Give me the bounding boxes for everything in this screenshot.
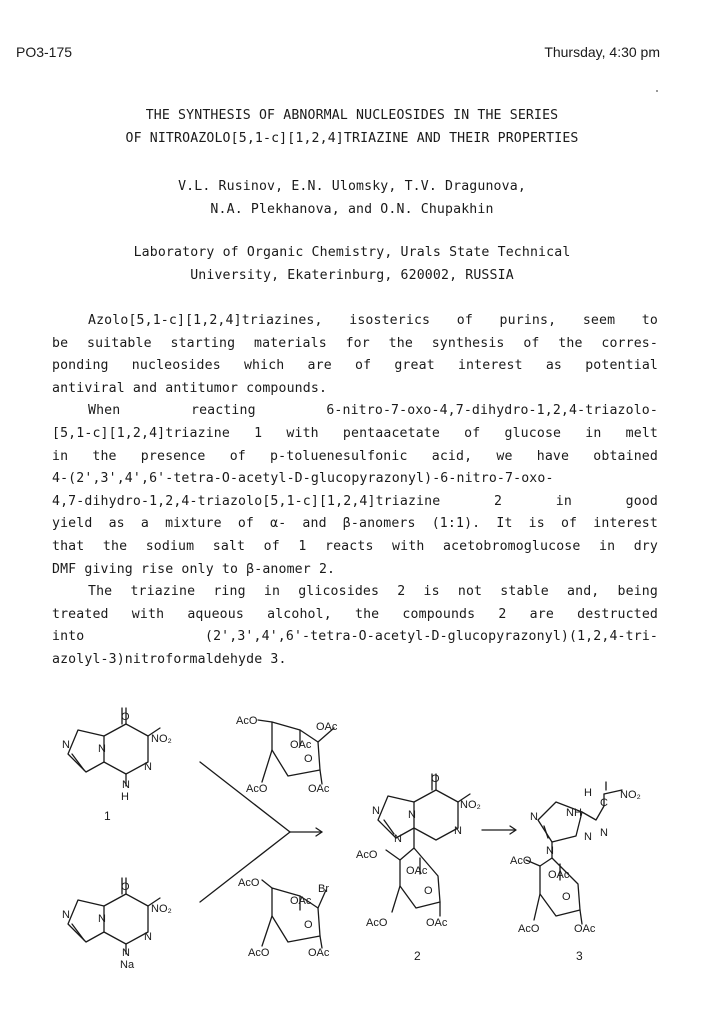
abstract-line: 4-(2',3',4',6'-tetra-O-acetyl-D-glucopyrazonyl)-6-nitro-7-oxo- bbox=[52, 471, 554, 487]
acetoxy-label: OAc bbox=[308, 947, 330, 959]
acetoxy-label: OAc bbox=[290, 895, 312, 907]
nitro-label: NO₂ bbox=[151, 733, 172, 745]
abstract-line: antiviral and antitumor compounds. bbox=[52, 380, 328, 396]
acetoxy-label: AcO bbox=[366, 917, 388, 929]
n-label: N bbox=[530, 811, 538, 823]
acetoxy-label: AcO bbox=[518, 923, 540, 935]
affiliation-line: Laboratory of Organic Chemistry, Urals State Technical bbox=[133, 245, 571, 260]
n-label: N bbox=[408, 809, 416, 821]
abstract-line: that the sodium salt of 1 reacts with acetobromoglucose in dry bbox=[52, 538, 658, 554]
nitro-label: NO₂ bbox=[620, 789, 641, 801]
n-label: N bbox=[144, 931, 152, 943]
oxo-label: O bbox=[121, 881, 130, 893]
reaction-arrow bbox=[482, 826, 516, 834]
acetobromoglucose-structure bbox=[262, 880, 326, 948]
compound-label-3: 3 bbox=[576, 949, 583, 963]
ring-oxygen-label: O bbox=[424, 885, 433, 897]
session-time: Thursday, 4:30 pm bbox=[544, 44, 660, 60]
n-label: N bbox=[372, 805, 380, 817]
paper-title bbox=[0, 104, 704, 150]
reaction-scheme bbox=[0, 690, 704, 990]
acetoxy-label: OAc bbox=[316, 721, 338, 733]
abstract-line: treated with aqueous alcohol, the compounds 2 are destructed bbox=[52, 606, 658, 622]
acetoxy-label: OAc bbox=[406, 865, 428, 877]
acetoxy-label: AcO bbox=[356, 849, 378, 861]
n-label: N bbox=[454, 825, 462, 837]
ring-oxygen-label: O bbox=[304, 919, 313, 931]
n-label: N bbox=[546, 845, 554, 857]
abstract-body bbox=[52, 310, 658, 672]
author-line: V.L. Rusinov, E.N. Ulomsky, T.V. Dragunova, bbox=[178, 179, 526, 194]
n-label: N bbox=[122, 947, 130, 959]
c-label: C bbox=[600, 797, 608, 809]
acetoxy-label: AcO bbox=[236, 715, 258, 727]
abstract-line: into (2',3',4',6'-tetra-O-acetyl-D-glucopyrazonyl)(1,2,4-tri- bbox=[52, 629, 658, 645]
abstract-line: in the presence of p-toluenesulfonic acid, we have obtained bbox=[52, 448, 658, 464]
acetoxy-label: AcO bbox=[248, 947, 270, 959]
author-list bbox=[0, 175, 704, 221]
nitro-label: NO₂ bbox=[151, 903, 172, 915]
scan-speck bbox=[656, 90, 658, 92]
acetoxy-label: AcO bbox=[246, 783, 268, 795]
compound-label-2: 2 bbox=[414, 949, 421, 963]
n-label: N bbox=[584, 831, 592, 843]
abstract-line: azolyl-3)nitroformaldehyde 3. bbox=[52, 651, 287, 667]
affiliation bbox=[0, 241, 704, 287]
abstract-line: 4,7-dihydro-1,2,4-triazolo[5,1-c][1,2,4]triazine 2 in good bbox=[52, 493, 658, 509]
acetoxy-label: OAc bbox=[308, 783, 330, 795]
abstract-line: ponding nucleosides which are of great interest as potential bbox=[52, 358, 658, 374]
n-label: N bbox=[62, 909, 70, 921]
abstract-line: Azolo[5,1-c][1,2,4]triazines, isosterics of purins, seem to bbox=[88, 313, 658, 328]
acetoxy-label: OAc bbox=[548, 869, 570, 881]
nh-label: NH bbox=[566, 807, 582, 819]
n-label: N bbox=[98, 913, 106, 925]
abstract-line: DMF giving rise only to β-anomer 2. bbox=[52, 561, 336, 577]
oxo-label: O bbox=[431, 773, 440, 785]
acetoxy-label: OAc bbox=[290, 739, 312, 751]
abstract-line: The triazine ring in glicosides 2 is not stable and, being bbox=[88, 584, 658, 600]
abstract-line: be suitable starting materials for the synthesis of the corres- bbox=[52, 335, 658, 351]
ring-oxygen-label: O bbox=[562, 891, 571, 903]
acetoxy-label: OAc bbox=[574, 923, 596, 935]
compound-label-1: 1 bbox=[104, 809, 111, 823]
abstract-line: yield as a mixture of α- and β-anomers (1:1). It is of interest bbox=[52, 516, 658, 532]
acetoxy-label: AcO bbox=[510, 855, 532, 867]
n-label: N bbox=[394, 833, 402, 845]
title-line: OF NITROAZOLO[5,1-c][1,2,4]TRIAZINE AND THEIR PROPERTIES bbox=[125, 131, 579, 146]
n-label: N bbox=[144, 761, 152, 773]
acetoxy-label: AcO bbox=[238, 877, 260, 889]
paper-code: PO3-175 bbox=[16, 44, 73, 60]
bromo-label: Br bbox=[318, 883, 329, 895]
compound-1-structure bbox=[68, 708, 160, 786]
title-line: THE SYNTHESIS OF ABNORMAL NUCLEOSIDES IN THE SERIES bbox=[145, 108, 559, 123]
n-label: N bbox=[98, 743, 106, 755]
h-label: H bbox=[584, 787, 592, 799]
ring-oxygen-label: O bbox=[304, 753, 313, 765]
abstract-line: When reacting 6-nitro-7-oxo-4,7-dihydro-1,2,4-triazolo- bbox=[88, 403, 658, 419]
affiliation-line: University, Ekaterinburg, 620002, RUSSIA bbox=[190, 268, 514, 283]
acetoxy-label: OAc bbox=[426, 917, 448, 929]
n-label: N bbox=[600, 827, 608, 839]
sodium-label: Na bbox=[120, 959, 135, 971]
abstract-line: [5,1-c][1,2,4]triazine 1 with pentaacetate of glucose in melt bbox=[52, 425, 658, 441]
h-label: H bbox=[121, 791, 129, 803]
n-label: N bbox=[62, 739, 70, 751]
author-line: N.A. Plekhanova, and O.N. Chupakhin bbox=[210, 202, 494, 217]
oxo-label: O bbox=[121, 711, 130, 723]
n-label: N bbox=[122, 779, 130, 791]
nitro-label: NO₂ bbox=[460, 799, 481, 811]
